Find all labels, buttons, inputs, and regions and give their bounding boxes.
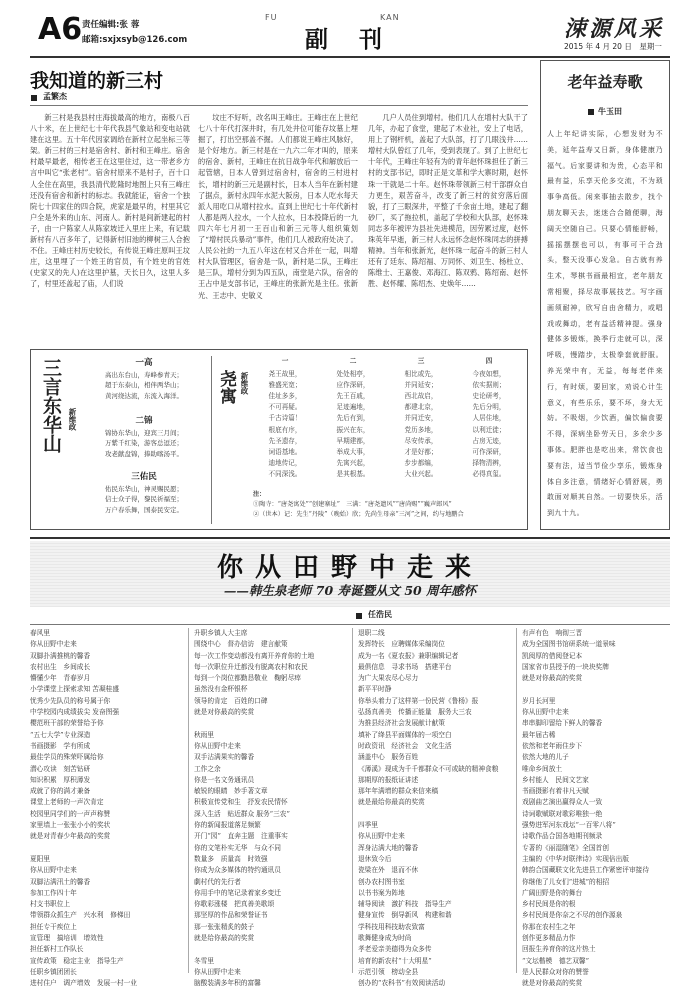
verse-line: 万户春乐舞，国泰民安定。 — [105, 505, 183, 514]
panel-divider — [211, 356, 212, 524]
note-line: ①陶寺：“唐尧寓处”“创建寨址” 三满：“唐尧遗风”“唐尚赐”“巍声郎风” — [253, 501, 452, 508]
poem-line: 进村住户 调产增效 发展一村一业 — [30, 979, 137, 988]
bottom-column-1 — [30, 628, 180, 988]
verse-line: 步步都编， — [404, 458, 438, 467]
verse-line: 先后分明， — [472, 403, 506, 412]
verse-line: 千古诗篇！ — [268, 414, 302, 423]
col-head: 三 — [417, 357, 425, 365]
verse-line: 举成大事， — [336, 447, 370, 456]
page-header — [0, 0, 700, 60]
poem-line: 发挥特长 应聘媒体采编岗位 — [358, 640, 445, 649]
poem-line — [522, 684, 672, 695]
verse-line: 先后有到， — [336, 414, 370, 423]
poem-line: 冬雪里 — [194, 956, 215, 965]
poem-line: 那一张张精炙的鼓子 — [194, 922, 255, 931]
poem-line: 知识积累 厚积薄发 — [30, 775, 91, 784]
verse-line: 不同深浅。 — [268, 469, 302, 478]
banner-title: 你从田野中走来 — [216, 553, 483, 583]
poem-line: 秋雨里 — [194, 730, 215, 739]
page-number: A6 — [38, 12, 83, 47]
verse-line: 锦协东华山，迎宾三月间； — [105, 429, 183, 437]
fu-label: FU — [265, 13, 278, 22]
masthead: 涑源风采 — [564, 16, 665, 42]
poem-line: 岁月长河里 — [522, 696, 556, 705]
poem-line: 填补了绛县平面媒体的一项空白 — [358, 730, 452, 739]
verse-line: 先王百戚， — [336, 392, 370, 401]
author-marker — [588, 109, 594, 115]
poem-line: 忧秀少先队员的称号属于你 — [30, 696, 111, 705]
poem-line: 那期厚的报纸证讲述 — [358, 775, 419, 784]
article-author: 孟繁杰 — [43, 91, 67, 101]
poem-line: 依然和老年雨住步下 — [522, 741, 583, 750]
poem-line: 依然大地的儿子 — [522, 753, 569, 762]
mid-poem-title: 尧寓 — [216, 370, 236, 404]
poem-line: 最俱信息 寻求书场 搭建平台 — [358, 662, 452, 671]
title-rule — [30, 105, 528, 106]
verse-line: 超于东泰山，相伴两华山； — [105, 381, 183, 390]
poem-title: 老年益寿歌 — [567, 73, 643, 91]
poem-line: 校园里同学们的一声声称赞 — [30, 809, 111, 818]
verse-line: 西北故启， — [404, 392, 438, 401]
stanza-2-head: 二锦 — [135, 416, 153, 426]
poem-line: 担任新村工作队长 — [30, 945, 84, 954]
poem-line: 担任专干疾位上 — [30, 922, 77, 931]
verse-line: 才是好都； — [404, 447, 438, 456]
poem-author-row — [547, 106, 663, 117]
poem-line: 你从田野中走来 — [358, 832, 405, 841]
poem-line: 宣传政策 稳定主业 指导生产 — [30, 956, 124, 965]
poem-line: 你从田野中走来 — [194, 741, 241, 750]
verse-line: 不可再疑。 — [268, 403, 302, 412]
poem-line: 每到一个岗位都勤恳敬业 鞠躬尽瘁 — [194, 674, 301, 683]
verse-line: 以利迁徙； — [472, 425, 506, 434]
poem-line: 创办的“农科书”有效阅读活动 — [358, 979, 446, 988]
poem-line: 韩韵合国藏联文化先进县工作紧密评审接待 — [522, 866, 650, 875]
poem-line: 村支书职位上 — [30, 900, 71, 909]
poem-line: 就是最给你最高的奖赏 — [358, 798, 425, 807]
poem-line: 书画摄影有着非凡天赋 — [522, 787, 589, 796]
poem-col-4 — [457, 356, 521, 480]
poem-line: 双手沾满果实的馨香 — [194, 753, 255, 762]
poem-line: 工作之余 — [194, 764, 221, 773]
poem-line: 樱范班干部的荣誉给予你 — [30, 719, 104, 728]
poem-line: 诗词歌赋联对歌彩唯独一绝 — [522, 809, 603, 818]
left-poem-author: 新维政 — [68, 408, 77, 431]
verse-line: 大业兴起。 — [404, 469, 438, 478]
poem-line: 乡村民间是你奈之不尽的创作源泉 — [522, 911, 623, 920]
poem-line: 乡村民间是你的根 — [522, 900, 576, 909]
verse-line: 择物清辨， — [472, 458, 506, 467]
poem-line: 浑身沾满大地的馨香 — [358, 843, 419, 852]
poem-line: 潜心攻读 刻苦钻研 — [30, 764, 91, 773]
banner-top-rule — [30, 537, 670, 539]
poem-line: 为广大果农尽心尽力 — [358, 674, 419, 683]
poem-line: “文坛楷模 德艺双馨” — [522, 956, 590, 965]
poem-line: 《薄溪》现成为千千都群众不可或缺的精神食粮 — [358, 764, 499, 773]
header-rule — [30, 56, 670, 58]
poem-line: 涵盖中心 服务百姓 — [358, 753, 419, 762]
poem-line: 时政资讯 经济社会 文化生活 — [358, 741, 452, 750]
poem-line: 你的新闻报道落足频繁 — [194, 821, 261, 830]
verse-line: 先寓兴起， — [336, 458, 370, 467]
banner — [30, 541, 670, 607]
stanza-3-head: 三佑民 — [131, 472, 157, 482]
poem-line: 就是对你最高的奖赏 — [522, 674, 583, 683]
poem-line: 为推县经济社会发展献计献策 — [358, 719, 445, 728]
poem-line: 示范引领 榜动全县 — [358, 967, 419, 976]
verse-line: 万紫千红染，游客总逗还； — [105, 439, 183, 448]
poem-line: 强势进军河东戏坛“一百零八将” — [522, 821, 616, 830]
poem-line: 瓷梁在外 退而不休 — [358, 866, 419, 875]
poem-line: 领导的肯定 百姓的口碑 — [194, 696, 268, 705]
banner-author: 任浩民 — [368, 609, 392, 619]
poem-line: 孝老爱亲美德得为众多传 — [358, 945, 432, 954]
poem-line: 创办农村图书室 — [358, 877, 405, 886]
banner-subtitle: ——韩生泉老师 70 寿诞暨从文 50 周年感怀 — [223, 583, 477, 598]
poem-line: 歌舞健身成为时尚 — [358, 934, 412, 943]
poem-line: 积极宣传党和生 抒发农民情怀 — [194, 798, 288, 807]
verse-line: 可作深研， — [472, 447, 506, 456]
poem-line: 那年年满增的群众来信来稿 — [358, 787, 439, 796]
verse-line: 并同迁安， — [404, 414, 438, 423]
col-head: 四 — [485, 357, 493, 365]
verse-line: 应作深研， — [336, 381, 370, 390]
verse-line: 迪地传记， — [268, 458, 302, 467]
poem-line: 虽然没有金杯银杯 — [194, 685, 248, 694]
poem-line: 串串脚印留给下鲜人的馨香 — [522, 719, 603, 728]
verse-line: 人居住地， — [472, 414, 506, 423]
poem-line: 你用手中的笔记录着家乡变迁 — [194, 888, 281, 897]
article-column-2: 坟庄不好听，改名叫王峰庄。王峰庄在上世纪七八十年代打深井时，有几处井位可能存坟墓上埋掘了，打出空那盖不掘。人们都说王峰庄风脉好，是个好地方。新三村是在一九六二年才叫的，原来的宿舍、新村，王峰庄在抗日战争年代和解放后一起管辖，日本人曾到过宿舍村，宿舍的三村进村长，增村的新三元是副村长，日本人当年在新村建了据点，新村永四年水泥大阪房，日本人吃水每天派人用吃口从增村拉水。直到上世纪七十年代新村人都是两人拉水，一个人拉水，日本投降后的一九四六年七月初一王百山和新三元等人组织策划了“增村民兵暴动”事件，他们几人被政府处决了。人民公社的一九五八年这在村又合并在一起，叫增村大队管理区，宿舍是一队，新村是二队，王峰庄是三队，增村分到为四五队，南堂是六队，宿舍的王占中是支部书记，王峰庄的张新光是主任。张新光、王志中、史敏义 — [198, 113, 358, 300]
poem-line: 退休致今后 — [358, 854, 392, 863]
section-title: 副 刊 — [305, 26, 386, 53]
poem-line — [194, 944, 344, 955]
poem-line: 那坚厚的作品和荣誉证书 — [194, 911, 268, 920]
col-head: 二 — [349, 357, 357, 365]
poem-line: 你那在农村生之年 — [522, 922, 576, 931]
poem-line: “五七大学”专业深造 — [30, 730, 91, 739]
poem-line: 成为全国图书馆研系统一道景味 — [522, 640, 616, 649]
verse-line: 处处相亭， — [336, 370, 370, 379]
poem-line: 课堂上老师的一声次肯定 — [30, 798, 104, 807]
verse-line: 史论研考， — [472, 392, 506, 401]
bottom-column-4 — [522, 628, 672, 988]
kan-label: KAN — [380, 13, 400, 22]
article-title: 我知道的新三村 — [30, 70, 164, 92]
poem-line: 戏剧曲艺演出赢得众人一致 — [522, 798, 603, 807]
poem-line: 劇村代的先行者 — [194, 877, 241, 886]
poem-notes — [253, 490, 523, 520]
stanza-1 — [83, 356, 205, 401]
bottom-column-2 — [194, 628, 344, 988]
poem-line: 带领群众抓生产 兴水利 修梯田 — [30, 911, 131, 920]
verse-line: 高出东台山，寿峰参青天； — [105, 371, 183, 379]
poem-line: 你举头着力了这样第一份民营《鲁杨》报 — [358, 696, 479, 705]
poem-line: 农村出生 乡间成长 — [30, 662, 91, 671]
poem-line: 你是一名文务通讯员 — [194, 775, 255, 784]
verse-line: 都建北京， — [404, 403, 438, 412]
banner-author-marker — [356, 613, 362, 619]
poem-text: 人上年纪讲实际，心想发财为不美，延年益寿又日新，身体健康乃福气。后家要讲和为贵，心态平和最有益，乐享天伦多交流，不为琐事争高低。闲来事抽去散步，找个朋友聊天去，迷迷合合随便聊，海阔天空随自己。只要心情能舒畅，摇摇摆摆也可以，有事可干合劲头，整天没事心发急。自古就有养生术，琴棋书画最相宜，老年朋友常相聚，择尽故事展技艺。写字画画须耐神，欣写自由舍精力，或唱戏或舞动，老有益活精神提。强身健体多锻炼，换季行走就可以，深呼吸，慢踏步，太极拳套就舒服。养光荣中有，无益，每每老伴来行，有时烦，要回家，劝说心计生意义，有些乐乐，要不坏，身大无妨。不吸烟，少饮酒，偏饮偏食要不得，深病坐卧劳天日，多余少多事体。肥胖也是吃出来，常饮食也要有法，适当节俭少享乐，锻炼身体自多注意，情绪好心情舒展，勇敢面对顺其自然。一切要快乐，活到九十九。 — [547, 130, 663, 518]
poem-line: 专著的《丽湿随笔》全国首创 — [522, 843, 609, 852]
poem-line: 辅导阅读 激扩科技 指导生产 — [358, 900, 452, 909]
poem-line: 每一次工作变动都没有离开养育你的土地 — [194, 651, 315, 660]
verse-line: 并同延安； — [404, 381, 438, 390]
poem-author: 牛玉田 — [598, 106, 622, 116]
poem-line: 你成为众多媒体的特约通讯员 — [194, 866, 281, 875]
verse-line: 党历多地， — [404, 425, 438, 434]
poem-line: 你从田野中走来 — [522, 708, 569, 717]
verse-line: 攻老献盘锦，捧助喀汤平。 — [105, 449, 183, 458]
poem-line: 你的文笔朴实无华 与众不同 — [194, 843, 281, 852]
verse-line: 根底有序， — [268, 425, 302, 434]
col-head: 一 — [281, 357, 289, 365]
poem-line: 升职乡镇人大主席 — [194, 629, 248, 637]
poem-line: 小学课堂上探索求知 苦凝桂盛 — [30, 685, 120, 694]
poem-line: 你从田野中走来 — [30, 866, 77, 875]
poem-line: 诗歌作品合国各地期刊频录 — [522, 832, 603, 841]
email-label: 邮箱:sxjxsyb@126.com — [82, 35, 188, 45]
poem-line: 家里墙上一张张小小的奖状 — [30, 821, 111, 830]
poem-line: 凯阅厚的借阅登记本 — [522, 651, 583, 660]
poem-line: 就是给你最高的奖赏 — [194, 934, 255, 943]
poem-line: 是人民群众对你的赞誉 — [522, 967, 589, 976]
poem-line: 回报生养育你的这片热土 — [522, 945, 596, 954]
article-column-1: 新三村是我县村庄海拔最高的地方，南极八百八十米，在上世纪七十年代我县气象站和变电站就建在这里。五十年代因家调给在新村立起坐标三等架。新三村的三村是宿舍村、新村和王峰庄。宿舍村最早最老，相传老王在这里住过，这一带老乡方言中叫它“张老村”。宿舍村原来不是村子，百十口人全住在高里，我县清代乾隆时地图上只有三峰庄还没有宿舍和新村的标志。我就能证，宿舍一个独院七十四家住的四合院，虎家是最早的，村里其它户全是外来的山东、河南人。新村是间新建起的村子，由一户陈家人从陈家坡迁入里庄上来，有记载新村有八百多年了，记得新村旧池的柳树三人合抱不住。王峰庄村历史较长，有传说王峰庄原叫王坟庄，这里埋了一个姓王的官员，有个姓史的官姓(史家又的先人)在这里护墓，天长日久，这里人多了，村里还盖起了庙，人们说 — [30, 113, 190, 289]
poem-line: 成为一名《夏农报》兼职编辑记者 — [358, 651, 459, 660]
poem-line: 新平平时静 — [358, 685, 392, 694]
notes-label: 注： — [253, 491, 266, 498]
poem-line: 最佳学员的殊荣吓属给你 — [30, 753, 104, 762]
poem-line: 乡村能人 民间文艺家 — [522, 775, 589, 784]
verse-line: 相比或先， — [404, 370, 438, 379]
verse-line: 雅盛光宽； — [268, 381, 302, 390]
poem-line: 健身宣传 倒导新风 构建和谐 — [358, 911, 452, 920]
stanza-1-head: 一高 — [135, 358, 153, 368]
poem-line — [358, 809, 508, 820]
poem-line: 成就了你的满才兼备 — [30, 787, 91, 796]
poem-line: 脑酸装满多年积的富馨 — [194, 979, 261, 988]
verse-line: 先圣遗存， — [268, 436, 302, 445]
column-divider — [352, 628, 353, 973]
poem-line: 就是对你最高的奖赏 — [522, 979, 583, 988]
poem-line: 有声有色 响彻三晋 — [522, 629, 583, 637]
poem-col-3 — [389, 356, 453, 480]
poem-line: 参加工作四十年 — [30, 888, 77, 897]
poem-line: 弘扬真善美 传播正能量 服务大三农 — [358, 708, 472, 717]
poem-line: 最年届古稀 — [522, 730, 556, 739]
poem-line: 广阔田野是你的舞台 — [522, 888, 583, 897]
poem-line: 你继他了儿女们“进城”的相招 — [522, 877, 610, 886]
verse-line: 占房无迹， — [472, 436, 506, 445]
poem-line: 春风里 — [30, 629, 51, 637]
poem-line: 每一次职位升迁都没有脱离农村和农民 — [194, 662, 308, 671]
poem-line: 书画摄影 学有所成 — [30, 741, 91, 750]
verse-line: 尧王故里， — [268, 370, 302, 379]
poem-line: 敏锐的眼睛 妙手著文章 — [194, 787, 268, 796]
verse-line: 早期建都， — [336, 436, 370, 445]
author-marker — [31, 95, 37, 101]
poem-line: 主编的《中华对联律诗》实现倍出版 — [522, 854, 629, 863]
verse-line: 佑民东华山，神灵赐民愿； — [105, 485, 183, 493]
mid-poem-author: 新维政 — [240, 372, 249, 395]
verse-line: 词语基地。 — [268, 447, 302, 456]
banner-bottom-rule — [30, 624, 670, 625]
poem-line: 开门“园” 直奔主题 注重事实 — [194, 832, 288, 841]
poem-line: 深入生活 贴近群众 服务“三农” — [194, 809, 290, 818]
poem-line: 双脚沾满汛土的馨香 — [30, 877, 91, 886]
verse-line: 是其根基。 — [336, 469, 370, 478]
poem-line: 以书书案为阵地 — [358, 888, 405, 897]
poem-line — [30, 843, 180, 854]
poem-line: 创作更多精品力作 — [522, 934, 576, 943]
poem-line: 就是对你最高的奖赏 — [194, 708, 255, 717]
poem-line: 中学校园内成绩拔尖 发奋图强 — [30, 708, 120, 717]
poem-col-1 — [253, 356, 317, 480]
poem-line — [194, 718, 344, 729]
poem-line: 双脚扑满推桃的馨香 — [30, 651, 91, 660]
poem-line: 围绕中心 督办信访 建言献策 — [194, 640, 288, 649]
poetry-panel — [30, 349, 528, 530]
poem-box — [540, 60, 670, 530]
poem-line: 四季里 — [358, 821, 379, 830]
poem-line: 数量多 质量高 时效强 — [194, 854, 268, 863]
poem-line: 宣管理 搞培训 增效性 — [30, 934, 104, 943]
poem-line: 夏阳里 — [30, 854, 51, 863]
poem-line: 唯命乡间放土 — [522, 764, 563, 773]
poem-line: 培育的新农村“十大明星” — [358, 956, 432, 965]
stanza-3 — [83, 470, 205, 515]
stanza-2 — [83, 414, 205, 459]
verse-line: 振兴在东， — [336, 425, 370, 434]
verse-line: 依实据则； — [472, 381, 506, 390]
issue-date: 2015 年 4 月 20 日 星期一 — [564, 42, 662, 51]
poem-line: 任职乡镇团团长 — [30, 967, 77, 976]
poem-line: 你从田野中走来 — [30, 640, 77, 649]
verse-line: 足迹遍地， — [336, 403, 370, 412]
note-line: ②（世本）记：先生“丹陵”（晚始）欣；先尚生母亲“三河”之间，约与地鹏合 — [253, 511, 464, 518]
verse-line: 信士众子得，黎民祈福至； — [105, 495, 183, 504]
editor-label: 责任编辑:张 蓉 — [82, 20, 140, 30]
poem-line: 你歌彩涨楼 把真善美歌颂 — [194, 900, 275, 909]
bottom-column-3 — [358, 628, 508, 988]
left-poem-title: 三言东华山 — [40, 358, 62, 453]
poem-line: 退职二线 — [358, 629, 385, 637]
verse-line: 尽安传承， — [404, 436, 438, 445]
poem-line: 学科技用科技助农致富 — [358, 922, 425, 931]
verse-line: 佳址多多， — [268, 392, 302, 401]
poem-line: 懵懂少年 青春岁月 — [30, 674, 91, 683]
poem-line: 就是对青春少年最高的奖赏 — [30, 832, 111, 841]
column-divider — [188, 628, 189, 973]
verse-line: 黄河绕达流，东流入海洋。 — [105, 391, 183, 400]
column-divider — [516, 628, 517, 973]
poem-line: 国家省市县授予的一块块奖牌 — [522, 662, 609, 671]
verse-line: 必得真玺。 — [472, 469, 506, 478]
poem-line: 你从田野中走来 — [194, 967, 241, 976]
poem-col-2 — [321, 356, 385, 480]
article-column-3: 几户人员住到增村。他们几人在增村大队干了几年，办起了食堂，建起了木业社，安上了电话，用上了钢杆机，盖起了大队部，打了几眼浅井……增村大队曾红了几年，受到表现了。到了上世纪七十年代，王峰庄年轻有为的青年赵怀珠担任了新三村的支部书记，即时正是文革和学大寨时期，赵怀珠一干就是二十年。赵怀珠带领新三村干部群众自力更生，艰苦奋斗，改变了新三村的贫穷落后面貌，打了三眼深井，平整了千余亩土地，建起了翻砂厂，买了拖拉机，盖起了学校和大队部，赵怀珠同志多年被评为县社先进模范，因劳累过度，赵怀珠英年早逝，新三村人永远怀念赵怀珠同志的拼搏精神。当年和张新光，赵怀珠一起奋斗的新三村人还有了廷东、陈绍福、万同怀、刘卫生、杨杜立、陈维士、王嘉俊、邓海江、陈双鸦、陈绍南、赵怀胜、赵怀耀、陈绍杰、史焕年…… — [368, 113, 528, 289]
verse-line: 今夜如想， — [472, 370, 506, 379]
